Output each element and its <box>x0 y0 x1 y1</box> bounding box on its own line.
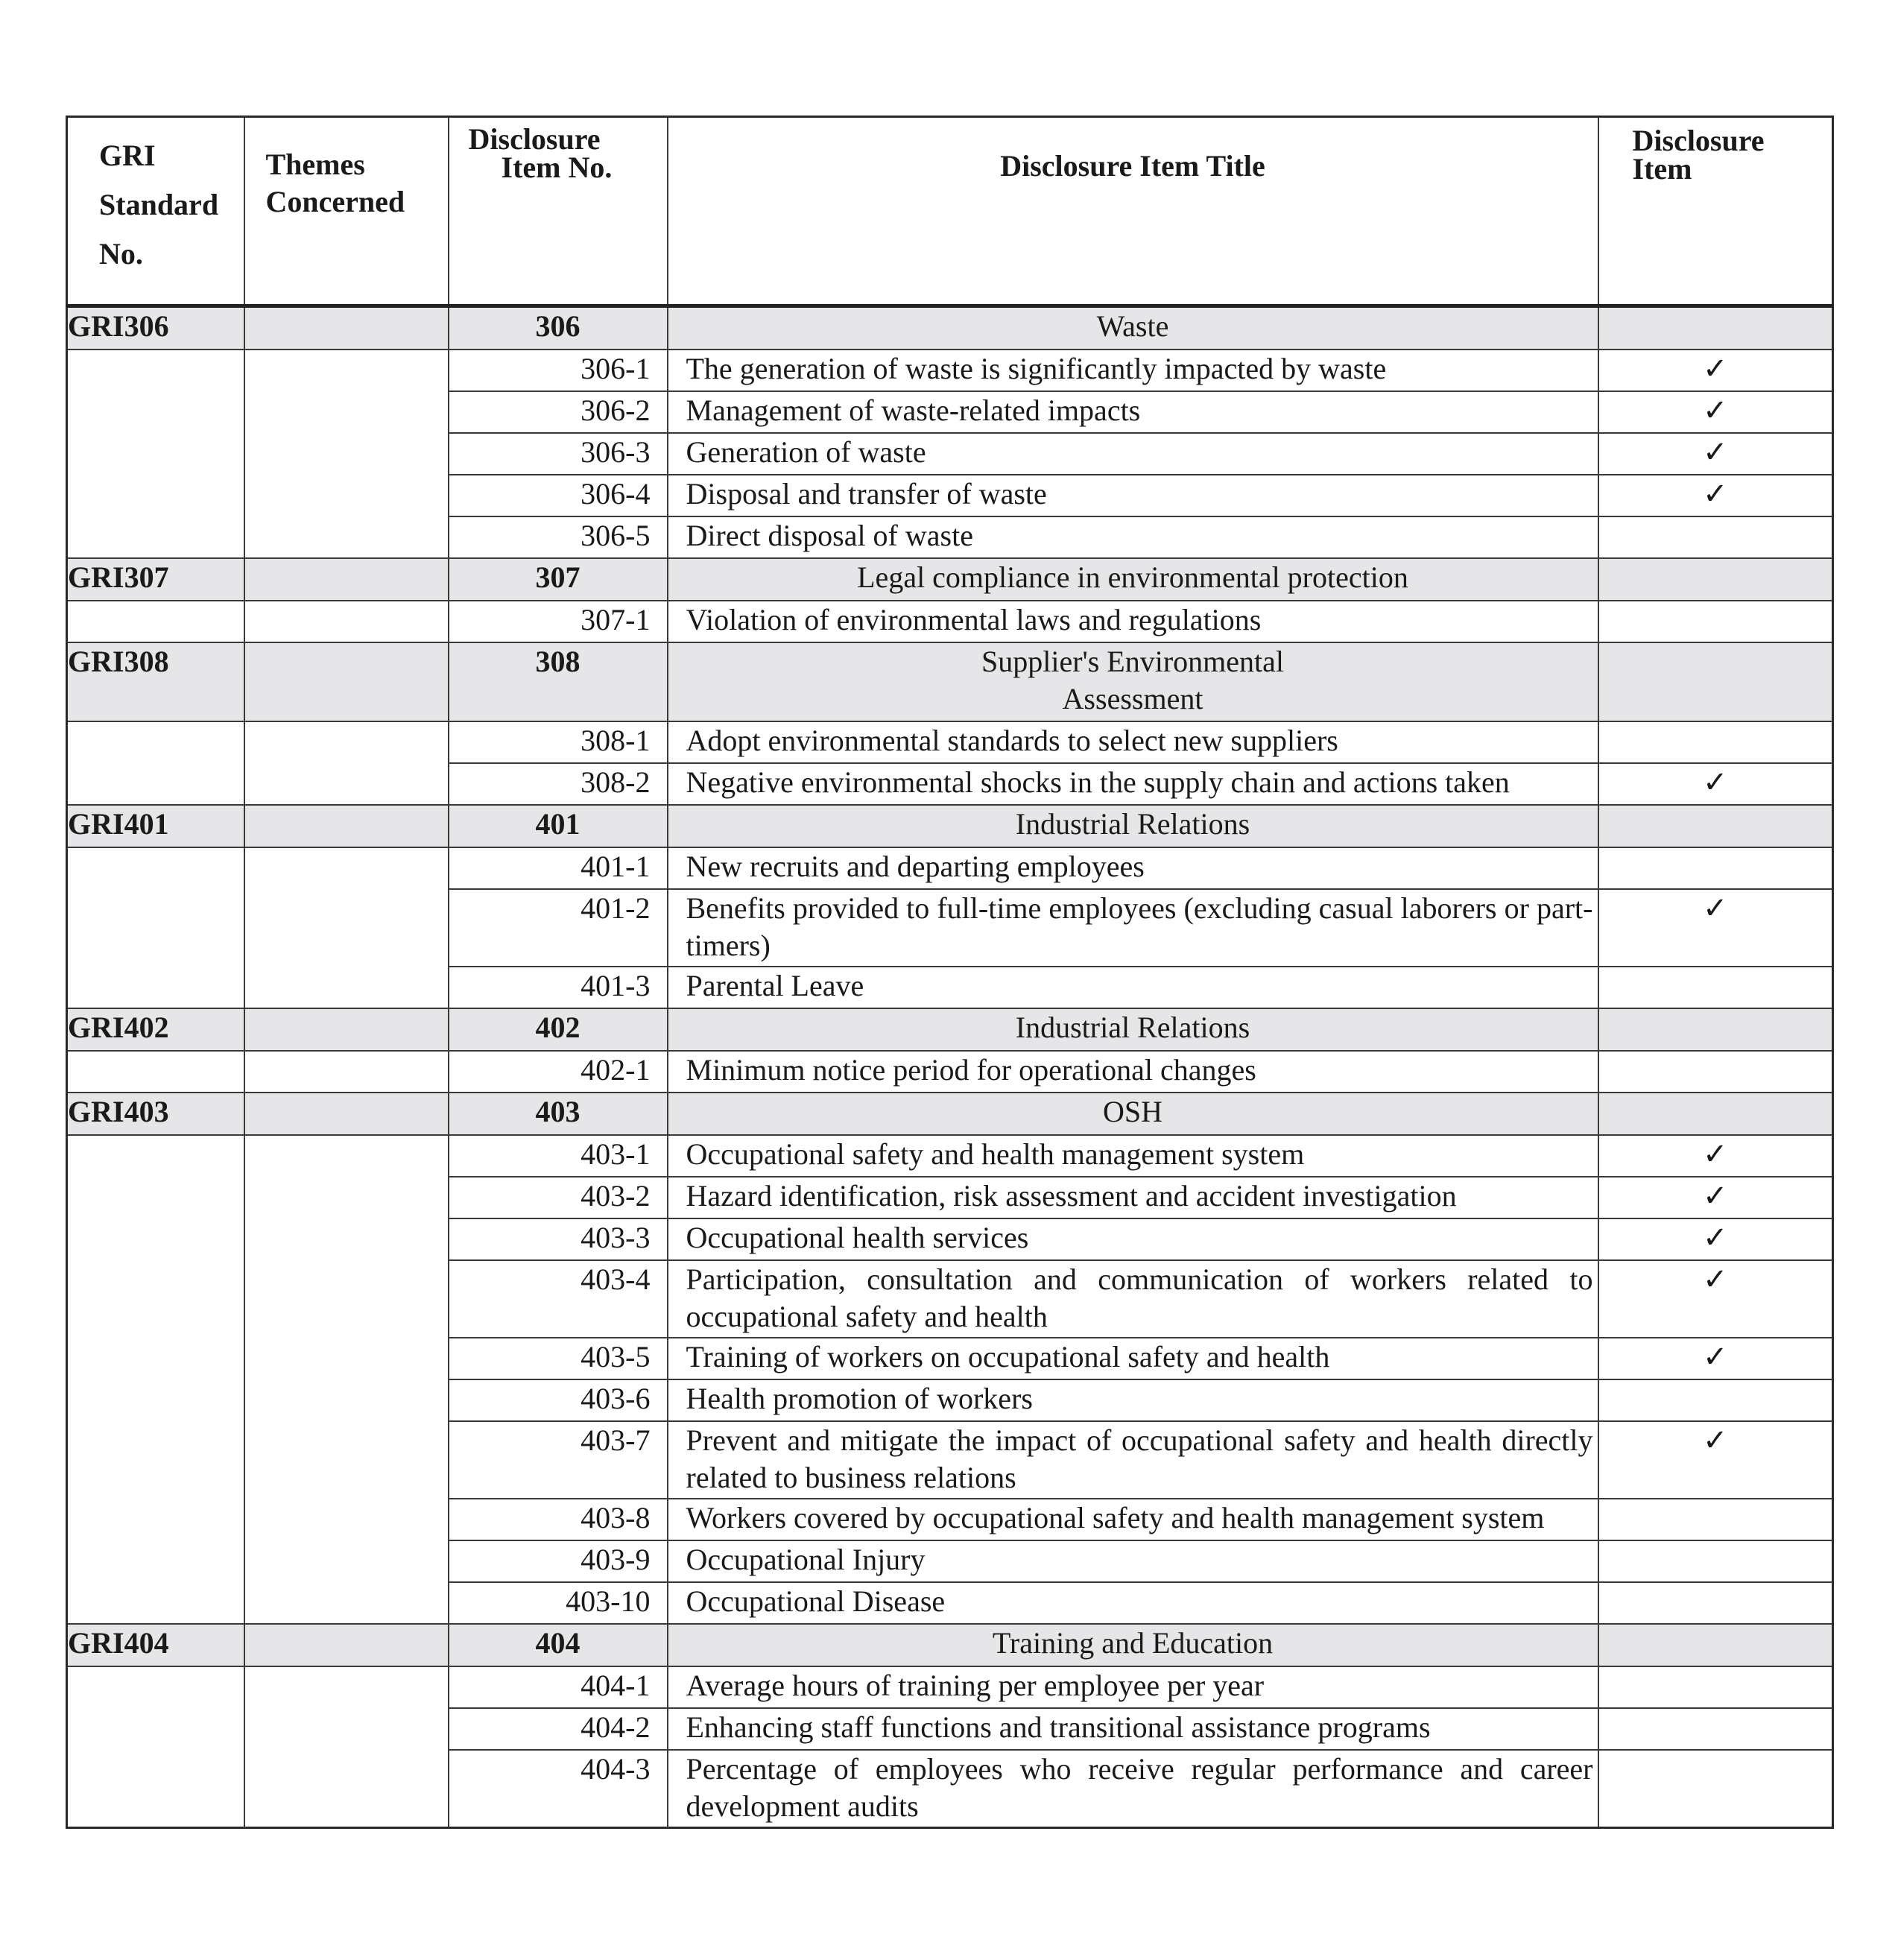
section-themes <box>244 642 449 721</box>
disclosure-item-no: 403-3 <box>449 1218 668 1260</box>
disclosure-item-title: Workers covered by occupational safety and health management system <box>668 1499 1598 1540</box>
disclosure-item-no: 403-10 <box>449 1582 668 1624</box>
disclosure-item-title: Percentage of employees who receive regular performance and career development audits <box>668 1750 1598 1828</box>
disclosure-item-no: 403-5 <box>449 1338 668 1379</box>
check-mark-icon: ✓ <box>1598 350 1833 391</box>
table-row <box>67 1051 1833 1093</box>
section-row <box>67 558 1833 601</box>
section-title: Industrial Relations <box>668 1008 1598 1051</box>
check-mark-icon <box>1598 1540 1833 1582</box>
check-mark-icon <box>1598 1666 1833 1708</box>
check-mark-icon <box>1598 1499 1833 1540</box>
section-themes <box>244 306 449 350</box>
disclosure-item-title: Generation of waste <box>668 433 1598 475</box>
section-row <box>67 306 1833 350</box>
check-mark-icon <box>1598 967 1833 1008</box>
section-number: 306 <box>449 306 668 350</box>
check-mark-icon <box>1598 847 1833 889</box>
disclosure-item-no: 403-4 <box>449 1260 668 1338</box>
table-row <box>67 350 1833 391</box>
table-body <box>67 306 1833 1828</box>
section-standard: GRI403 <box>67 1093 244 1135</box>
check-mark-icon <box>1598 1750 1833 1828</box>
disclosure-item-title: Hazard identification, risk assessment and accident investigation <box>668 1177 1598 1218</box>
themes-blank-cell <box>244 847 449 1008</box>
header-disclosure-item-line2: Item <box>1632 152 1692 186</box>
disclosure-item-no: 403-8 <box>449 1499 668 1540</box>
disclosure-item-title: New recruits and departing employees <box>668 847 1598 889</box>
table-header <box>67 117 1833 306</box>
disclosure-item-title: Occupational Injury <box>668 1540 1598 1582</box>
disclosure-item-no: 401-1 <box>449 847 668 889</box>
section-row <box>67 642 1833 721</box>
header-gri-standard-no: GRI Standard No. <box>67 117 244 306</box>
check-mark-icon <box>1598 601 1833 642</box>
check-mark-icon: ✓ <box>1598 475 1833 516</box>
section-number: 403 <box>449 1093 668 1135</box>
section-standard: GRI307 <box>67 558 244 601</box>
section-standard: GRI306 <box>67 306 244 350</box>
disclosure-item-title: Benefits provided to full-time employees (excluding casual laborers or part-timers) <box>668 889 1598 967</box>
header-disclosure-item-no-line1: Disclosure <box>468 122 601 156</box>
table-row <box>67 601 1833 642</box>
section-themes <box>244 558 449 601</box>
disclosure-item-title: Prevent and mitigate the impact of occupational safety and health directly related to business relations <box>668 1421 1598 1499</box>
disclosure-item-no: 306-2 <box>449 391 668 433</box>
disclosure-item-title: Training of workers on occupational safety and health <box>668 1338 1598 1379</box>
themes-blank-cell <box>244 1135 449 1624</box>
check-mark-icon: ✓ <box>1598 1177 1833 1218</box>
check-mark-icon <box>1598 516 1833 558</box>
section-themes <box>244 1624 449 1666</box>
disclosure-item-title: Management of waste-related impacts <box>668 391 1598 433</box>
disclosure-item-no: 402-1 <box>449 1051 668 1093</box>
themes-blank-cell <box>244 1666 449 1828</box>
disclosure-item-no: 403-6 <box>449 1379 668 1421</box>
check-mark-icon: ✓ <box>1598 1218 1833 1260</box>
themes-blank-cell <box>244 721 449 805</box>
disclosure-item-no: 306-3 <box>449 433 668 475</box>
section-number: 308 <box>449 642 668 721</box>
disclosure-item-title: Occupational safety and health management system <box>668 1135 1598 1177</box>
check-mark-icon: ✓ <box>1598 1338 1833 1379</box>
section-check <box>1598 805 1833 847</box>
header-disclosure-item <box>1598 117 1833 306</box>
section-title: Training and Education <box>668 1624 1598 1666</box>
disclosure-item-title: Negative environmental shocks in the supply chain and actions taken <box>668 763 1598 805</box>
section-title: Industrial Relations <box>668 805 1598 847</box>
table-row <box>67 1666 1833 1708</box>
disclosure-item-no: 308-2 <box>449 763 668 805</box>
check-mark-icon: ✓ <box>1598 763 1833 805</box>
section-number: 402 <box>449 1008 668 1051</box>
themes-blank-cell <box>244 601 449 642</box>
disclosure-item-title: Direct disposal of waste <box>668 516 1598 558</box>
disclosure-item-title: Minimum notice period for operational changes <box>668 1051 1598 1093</box>
check-mark-icon: ✓ <box>1598 391 1833 433</box>
disclosure-item-no: 404-1 <box>449 1666 668 1708</box>
section-title: Legal compliance in environmental protection <box>668 558 1598 601</box>
standard-blank-cell <box>67 601 244 642</box>
section-standard: GRI308 <box>67 642 244 721</box>
disclosure-item-title: Occupational health services <box>668 1218 1598 1260</box>
section-standard: GRI401 <box>67 805 244 847</box>
check-mark-icon <box>1598 1582 1833 1624</box>
disclosure-item-title: Adopt environmental standards to select new suppliers <box>668 721 1598 763</box>
check-mark-icon: ✓ <box>1598 889 1833 967</box>
section-check <box>1598 306 1833 350</box>
disclosure-item-no: 403-1 <box>449 1135 668 1177</box>
disclosure-item-no: 404-2 <box>449 1708 668 1750</box>
disclosure-item-title: Occupational Disease <box>668 1582 1598 1624</box>
section-standard: GRI402 <box>67 1008 244 1051</box>
table-row <box>67 721 1833 763</box>
section-themes <box>244 1008 449 1051</box>
standard-blank-cell <box>67 1051 244 1093</box>
check-mark-icon: ✓ <box>1598 1135 1833 1177</box>
header-disclosure-item-title: Disclosure Item Title <box>668 117 1598 306</box>
section-row <box>67 1624 1833 1666</box>
section-title: OSH <box>668 1093 1598 1135</box>
header-disclosure-item-no <box>449 117 668 306</box>
table-row <box>67 1135 1833 1177</box>
disclosure-item-no: 401-3 <box>449 967 668 1008</box>
section-check <box>1598 1093 1833 1135</box>
section-standard: GRI404 <box>67 1624 244 1666</box>
standard-blank-cell <box>67 350 244 558</box>
disclosure-item-no: 306-5 <box>449 516 668 558</box>
disclosure-item-title: Parental Leave <box>668 967 1598 1008</box>
section-row <box>67 1008 1833 1051</box>
themes-blank-cell <box>244 1051 449 1093</box>
section-check <box>1598 1008 1833 1051</box>
standard-blank-cell <box>67 721 244 805</box>
disclosure-item-no: 401-2 <box>449 889 668 967</box>
themes-blank-cell <box>244 350 449 558</box>
header-disclosure-item-no-line2: Item No. <box>501 151 613 184</box>
section-number: 307 <box>449 558 668 601</box>
disclosure-item-title: The generation of waste is significantly impacted by waste <box>668 350 1598 391</box>
disclosure-item-title: Enhancing staff functions and transitional assistance programs <box>668 1708 1598 1750</box>
section-check <box>1598 558 1833 601</box>
disclosure-item-title: Disposal and transfer of waste <box>668 475 1598 516</box>
section-number: 401 <box>449 805 668 847</box>
disclosure-item-title: Participation, consultation and communication of workers related to occupational safety and health <box>668 1260 1598 1338</box>
disclosure-item-no: 403-9 <box>449 1540 668 1582</box>
check-mark-icon: ✓ <box>1598 433 1833 475</box>
gri-disclosure-table <box>66 116 1834 1829</box>
disclosure-item-no: 403-2 <box>449 1177 668 1218</box>
disclosure-item-no: 403-7 <box>449 1421 668 1499</box>
disclosure-item-no: 404-3 <box>449 1750 668 1828</box>
standard-blank-cell <box>67 847 244 1008</box>
check-mark-icon <box>1598 721 1833 763</box>
disclosure-item-no: 308-1 <box>449 721 668 763</box>
disclosure-item-no: 306-1 <box>449 350 668 391</box>
disclosure-item-no: 306-4 <box>449 475 668 516</box>
section-check <box>1598 642 1833 721</box>
header-themes-concerned: Themes Concerned <box>244 117 449 306</box>
section-row <box>67 805 1833 847</box>
table-row <box>67 847 1833 889</box>
standard-blank-cell <box>67 1666 244 1828</box>
section-check <box>1598 1624 1833 1666</box>
header-disclosure-item-line1: Disclosure <box>1632 124 1765 157</box>
standard-blank-cell <box>67 1135 244 1624</box>
disclosure-item-title: Average hours of training per employee per year <box>668 1666 1598 1708</box>
check-mark-icon: ✓ <box>1598 1260 1833 1338</box>
disclosure-item-no: 307-1 <box>449 601 668 642</box>
check-mark-icon <box>1598 1051 1833 1093</box>
section-title: Waste <box>668 306 1598 350</box>
disclosure-item-title: Violation of environmental laws and regulations <box>668 601 1598 642</box>
check-mark-icon <box>1598 1708 1833 1750</box>
section-number: 404 <box>449 1624 668 1666</box>
section-row <box>67 1093 1833 1135</box>
disclosure-item-title: Health promotion of workers <box>668 1379 1598 1421</box>
section-themes <box>244 805 449 847</box>
header-row <box>67 117 1833 306</box>
check-mark-icon <box>1598 1379 1833 1421</box>
section-themes <box>244 1093 449 1135</box>
check-mark-icon: ✓ <box>1598 1421 1833 1499</box>
section-title: Supplier's Environmental Assessment <box>668 642 1598 721</box>
